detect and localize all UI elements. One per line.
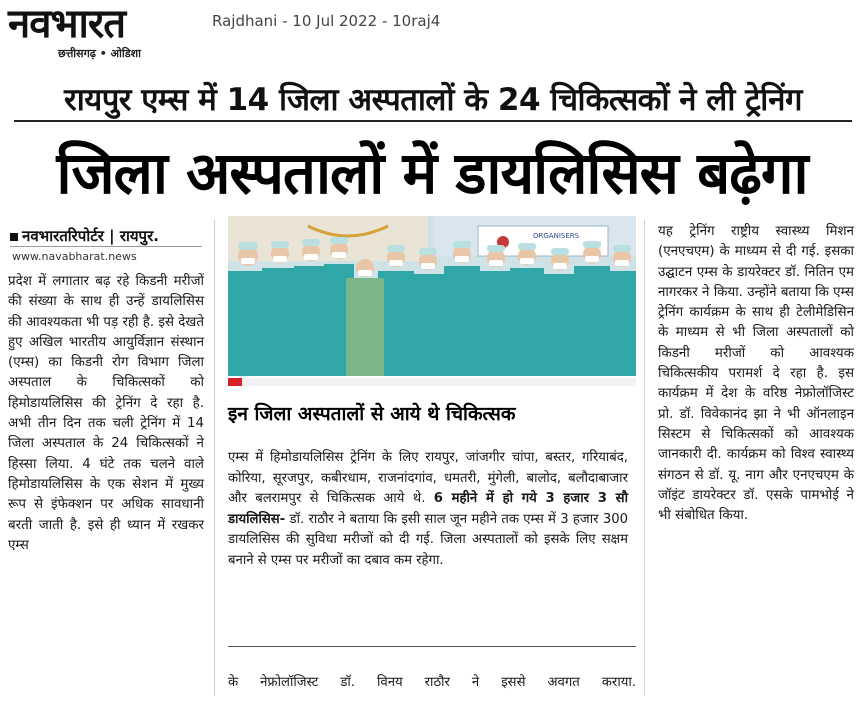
dialysis-text: डॉ. राठौर ने बताया कि इसी साल जून महीने तक एम्स में 3 हजार 300 डायलिसिस की सुविधा मरीजों को दी गई. जिला अस्पतालों को इसके लिए सक्षम बनाने से एम्स पर मरीजों का दबाव कम रहेगा. <box>228 511 628 568</box>
left-column-text: प्रदेश में लगातार बढ़ रहे किडनी मरीजों की संख्या के साथ ही उन्हें डायलिसिस की आवश्यकता भी पड़ रही है. इसे देखते हुए अखिल भारतीय आयुर्विज्ञान संस्थान (एम्स) का किडनी रोग विभाग जिला अस्पताल के चिकित्सकों को हिमोडायलिसिस की ट्रेनिंग दे रहा है. अभी तीन दिन तक चली ट्रेनिंग में 14 जिला अस्पताल के 24 चिकित्सकों ने हिस्सा लिया. 4 घंटे तक चलने वाले हिमोडायलिसिस के एक सेशन में मुख्य रूप से इंफेक्शन पर अधिक सावधानी बरती जाती है. इसे ही ध्यान में रखकर एम्स <box>8 274 204 553</box>
byline-bullet-icon <box>10 233 18 241</box>
photo-banner-text: ORGANISERS <box>533 232 580 240</box>
box-heading: इन जिला अस्पतालों से आये थे चिकित्सक <box>228 403 516 425</box>
website-url: www.navabharat.news <box>12 250 137 263</box>
continued-line: के नेफ्रोलॉजिस्ट डॉ. विनय राठौर ने इससे अवगत कराया. <box>228 675 636 690</box>
group-photo <box>228 216 636 376</box>
subheadline-underline <box>14 120 852 122</box>
photo-caption-bar <box>228 378 636 386</box>
box-text <box>228 448 628 571</box>
dialysis-subhead: 6 महीने में हो गये 3 हजार 3 सौ डायलिसिस- <box>228 491 628 527</box>
byline <box>10 226 159 246</box>
hospital-list-text: एम्स में हिमोडायलिसिस ट्रेनिंग के लिए रायपुर, जांजगीर चांपा, बस्तर, गरियाबंद, कोरिया, सूरजपुर, कबीरधाम, राजनांदगांव, धमतरी, मुंगेली, बालोद, बलौदाबाजार और बलरामपुर से चिकित्सक आये थे. <box>228 450 628 506</box>
main-headline: जिला अस्पतालों में डायलिसिस बढ़ेगा <box>56 139 808 207</box>
column-divider-right <box>644 220 645 696</box>
byline-divider <box>10 246 202 247</box>
box-divider <box>228 646 636 647</box>
edition-regions: छत्तीसगढ़ • ओडिशा <box>58 47 141 60</box>
newspaper-logo: नवभारत <box>8 1 126 47</box>
right-column-text: यह ट्रेनिंग राष्ट्रीय स्वास्थ्य मिशन (एनएचएम) के माध्यम से दी गई. इसका उद्घाटन एम्स के डायरेक्टर डॉ. नितिन एम नागरकर ने किया. उन्होंने बताया कि एम्स ट्रेनिंग कार्यक्रम के साथ ही टेलीमेडिसिन के माध्यम से भी जिला अस्पतालों को किडनी मरीजों को आवश्यक चिकित्सकीय परामर्श दे रहा है. इस कार्यक्रम में देश के वरिष्ठ नेफ्रोलॉजिस्ट प्रो. डॉ. विवेकानंद झा ने भी ऑनलाइन सिस्टम से चिकित्सकों को आवश्यक जानकारी दी. कार्यक्रम को विश्व स्वास्थ्य संगठन से डॉ. यू. नाग और एनएचएम के जॉइंट डायरेक्टर डॉ. एसके पामभोई ने भी संबोधित किया. <box>658 224 854 524</box>
subheadline: रायपुर एम्स में 14 जिला अस्पतालों के 24 चिकित्सकों ने ली ट्रेनिंग <box>64 82 802 118</box>
reporter-name: नवभारतरिपोर्टर | रायपुर. <box>22 227 159 245</box>
column-divider-left <box>214 220 215 696</box>
edition-meta: Rajdhani - 10 Jul 2022 - 10raj4 <box>212 12 441 30</box>
group-photo-illustration <box>228 216 636 376</box>
photo-accent-marker <box>228 378 242 386</box>
